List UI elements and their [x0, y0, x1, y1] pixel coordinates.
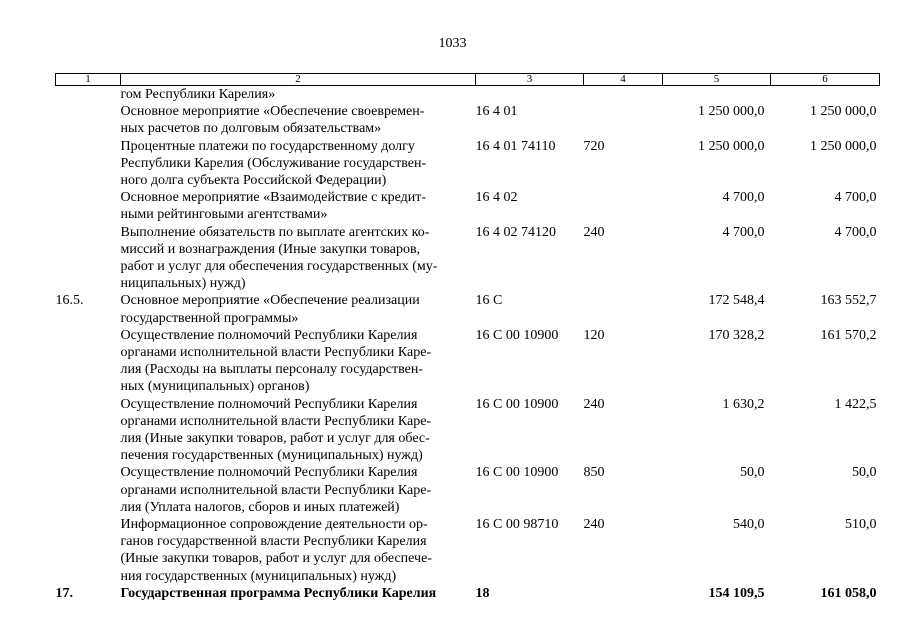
row-name-cell	[121, 224, 476, 293]
column-header-2: 2	[121, 74, 476, 86]
row-amount-year2-cell: 163 552,7	[820, 293, 877, 309]
row-number-cell	[56, 396, 121, 465]
row-name-line: миссий и вознаграждения (Иные закупки товаров,	[120, 241, 421, 257]
row-expense-type-cell	[584, 86, 663, 104]
row-name-cell	[121, 103, 476, 137]
row-name-cell	[121, 464, 476, 516]
row-name-cell	[121, 189, 476, 223]
table-row	[56, 585, 880, 602]
row-code-cell: 16 С 00 98710	[475, 517, 559, 533]
row-name-line: Информационное сопровождение деятельности ор-	[120, 517, 428, 533]
row-name-line: органами исполнительной власти Республики Каре-	[120, 482, 432, 498]
table-row	[56, 103, 880, 137]
row-amount-year1-cell: 50,0	[740, 465, 765, 481]
row-name-line: Осуществление полномочий Республики Карелия	[120, 327, 418, 343]
row-amount-year1-cell: 1 250 000,0	[698, 104, 765, 120]
row-name-cell	[121, 516, 476, 585]
row-number-cell	[56, 327, 121, 396]
row-name-cell	[121, 138, 476, 190]
row-code-cell: 16 4 02 74120	[475, 224, 556, 240]
table-row	[56, 138, 880, 190]
row-number-cell	[56, 516, 121, 585]
row-name-line: лия (Иные закупки товаров, работ и услуг для обес-	[120, 431, 430, 447]
row-name-cell	[121, 86, 476, 104]
row-amount-year1-cell: 1 250 000,0	[698, 138, 765, 154]
row-name-line: Процентные платежи по государственному долгу	[120, 138, 415, 154]
row-amount-year1-cell: 1 630,2	[722, 396, 765, 412]
table-row	[56, 86, 880, 104]
row-name-cell	[121, 327, 476, 396]
row-amount-year2-cell: 50,0	[852, 465, 877, 481]
row-number-cell: 17.	[55, 585, 73, 601]
row-name-line: (Иные закупки товаров, работ и услуг для обеспече-	[120, 551, 432, 567]
row-code-cell	[476, 86, 584, 104]
table-row	[56, 327, 880, 396]
row-amount-year2-cell: 161 058,0	[820, 585, 877, 601]
row-code-cell: 16 4 02	[475, 190, 518, 206]
row-code-cell: 18	[475, 585, 490, 601]
row-name-line: ния государственных (муниципальных) нужд)	[120, 568, 397, 584]
table-row	[56, 189, 880, 223]
row-number-cell	[56, 86, 121, 104]
row-expense-type-cell: 850	[583, 465, 605, 481]
row-name-line: ного долга субъекта Российской Федерации)	[120, 173, 387, 189]
column-header-5: 5	[663, 74, 771, 86]
row-expense-type-cell: 120	[583, 327, 605, 343]
row-amount-year1-cell	[663, 86, 771, 104]
row-code-cell: 16 С 00 10900	[475, 465, 559, 481]
row-name-line: Основное мероприятие «Обеспечение реализации	[120, 293, 420, 309]
table-body	[56, 86, 880, 603]
row-code-cell: 16 4 01	[475, 104, 518, 120]
table-row	[56, 516, 880, 585]
row-expense-type-cell	[584, 292, 663, 326]
row-name-line: Осуществление полномочий Республики Карелия	[120, 396, 418, 412]
row-expense-type-cell: 240	[583, 396, 605, 412]
row-amount-year1-cell: 540,0	[733, 517, 765, 533]
row-amount-year1-cell: 170 328,2	[708, 327, 765, 343]
row-name-line: ными рейтинговыми агентствами»	[120, 207, 328, 223]
row-amount-year2-cell: 1 250 000,0	[810, 138, 877, 154]
row-amount-year2-cell: 510,0	[845, 517, 877, 533]
row-expense-type-cell: 240	[583, 224, 605, 240]
row-code-cell: 16 4 01 74110	[475, 138, 556, 154]
row-number-cell	[56, 464, 121, 516]
row-name-line: Основное мероприятие «Взаимодействие с кредит-	[120, 190, 427, 206]
row-amount-year2-cell: 4 700,0	[834, 190, 877, 206]
row-name-line: Государственная программа Республики Карелия	[120, 585, 437, 601]
table-row	[56, 464, 880, 516]
row-expense-type-cell: 240	[583, 517, 605, 533]
row-name-line: ганов государственной власти Республики Карелия	[120, 534, 427, 550]
column-header-4: 4	[584, 74, 663, 86]
row-name-line: органами исполнительной власти Республики Каре-	[120, 413, 432, 429]
row-amount-year2-cell: 161 570,2	[820, 327, 877, 343]
row-name-line: органами исполнительной власти Республики Каре-	[120, 345, 432, 361]
header-row	[56, 74, 880, 86]
table-row	[56, 292, 880, 326]
row-name-line: ных расчетов по долговым обязательствам»	[120, 121, 382, 137]
column-header-1: 1	[56, 74, 121, 86]
table-row	[56, 224, 880, 293]
row-amount-year1-cell: 4 700,0	[722, 224, 765, 240]
row-number-cell: 16.5.	[55, 293, 84, 309]
page-number: 1033	[438, 36, 467, 51]
row-amount-year1-cell: 172 548,4	[708, 293, 765, 309]
row-name-line: Осуществление полномочий Республики Карелия	[120, 465, 418, 481]
row-name-cell	[121, 585, 476, 602]
row-expense-type-cell	[584, 103, 663, 137]
row-amount-year2-cell: 4 700,0	[834, 224, 877, 240]
row-expense-type-cell: 720	[583, 138, 605, 154]
row-name-line: Республики Карелия (Обслуживание государствен-	[120, 155, 427, 171]
row-expense-type-cell	[584, 585, 663, 602]
row-name-cell	[121, 396, 476, 465]
row-number-cell	[56, 224, 121, 293]
row-amount-year1-cell: 4 700,0	[722, 190, 765, 206]
row-name-line: Выполнение обязательств по выплате агентских ко-	[120, 224, 430, 240]
row-expense-type-cell	[584, 189, 663, 223]
row-name-line: государственной программы»	[120, 310, 299, 326]
row-name-line: ниципальных) нужд)	[120, 276, 246, 292]
table-header	[56, 74, 880, 86]
row-amount-year2-cell: 1 422,5	[834, 396, 877, 412]
row-code-cell: 16 С	[475, 293, 503, 309]
row-number-cell	[56, 189, 121, 223]
row-code-cell: 16 С 00 10900	[475, 327, 559, 343]
row-name-line: Основное мероприятие «Обеспечение своевремен-	[120, 104, 425, 120]
row-name-line: ных (муниципальных) органов)	[120, 379, 310, 395]
row-code-cell: 16 С 00 10900	[475, 396, 559, 412]
table-row	[56, 396, 880, 465]
row-number-cell	[56, 138, 121, 190]
row-name-cell	[121, 292, 476, 326]
row-name-line: печения государственных (муниципальных) нужд)	[120, 448, 423, 464]
row-amount-year2-cell: 1 250 000,0	[810, 104, 877, 120]
column-header-6: 6	[771, 74, 880, 86]
row-name-line: лия (Уплата налогов, сборов и иных платежей)	[120, 499, 400, 515]
row-name-line: гом Республики Карелия»	[120, 87, 276, 102]
row-number-cell	[56, 103, 121, 137]
row-name-line: работ и услуг для обеспечения государственных (му-	[120, 259, 438, 275]
row-amount-year2-cell	[771, 86, 880, 104]
budget-table	[55, 73, 880, 602]
column-header-3: 3	[476, 74, 584, 86]
row-name-line: лия (Расходы на выплаты персоналу государствен-	[120, 362, 423, 378]
row-amount-year1-cell: 154 109,5	[708, 585, 765, 601]
